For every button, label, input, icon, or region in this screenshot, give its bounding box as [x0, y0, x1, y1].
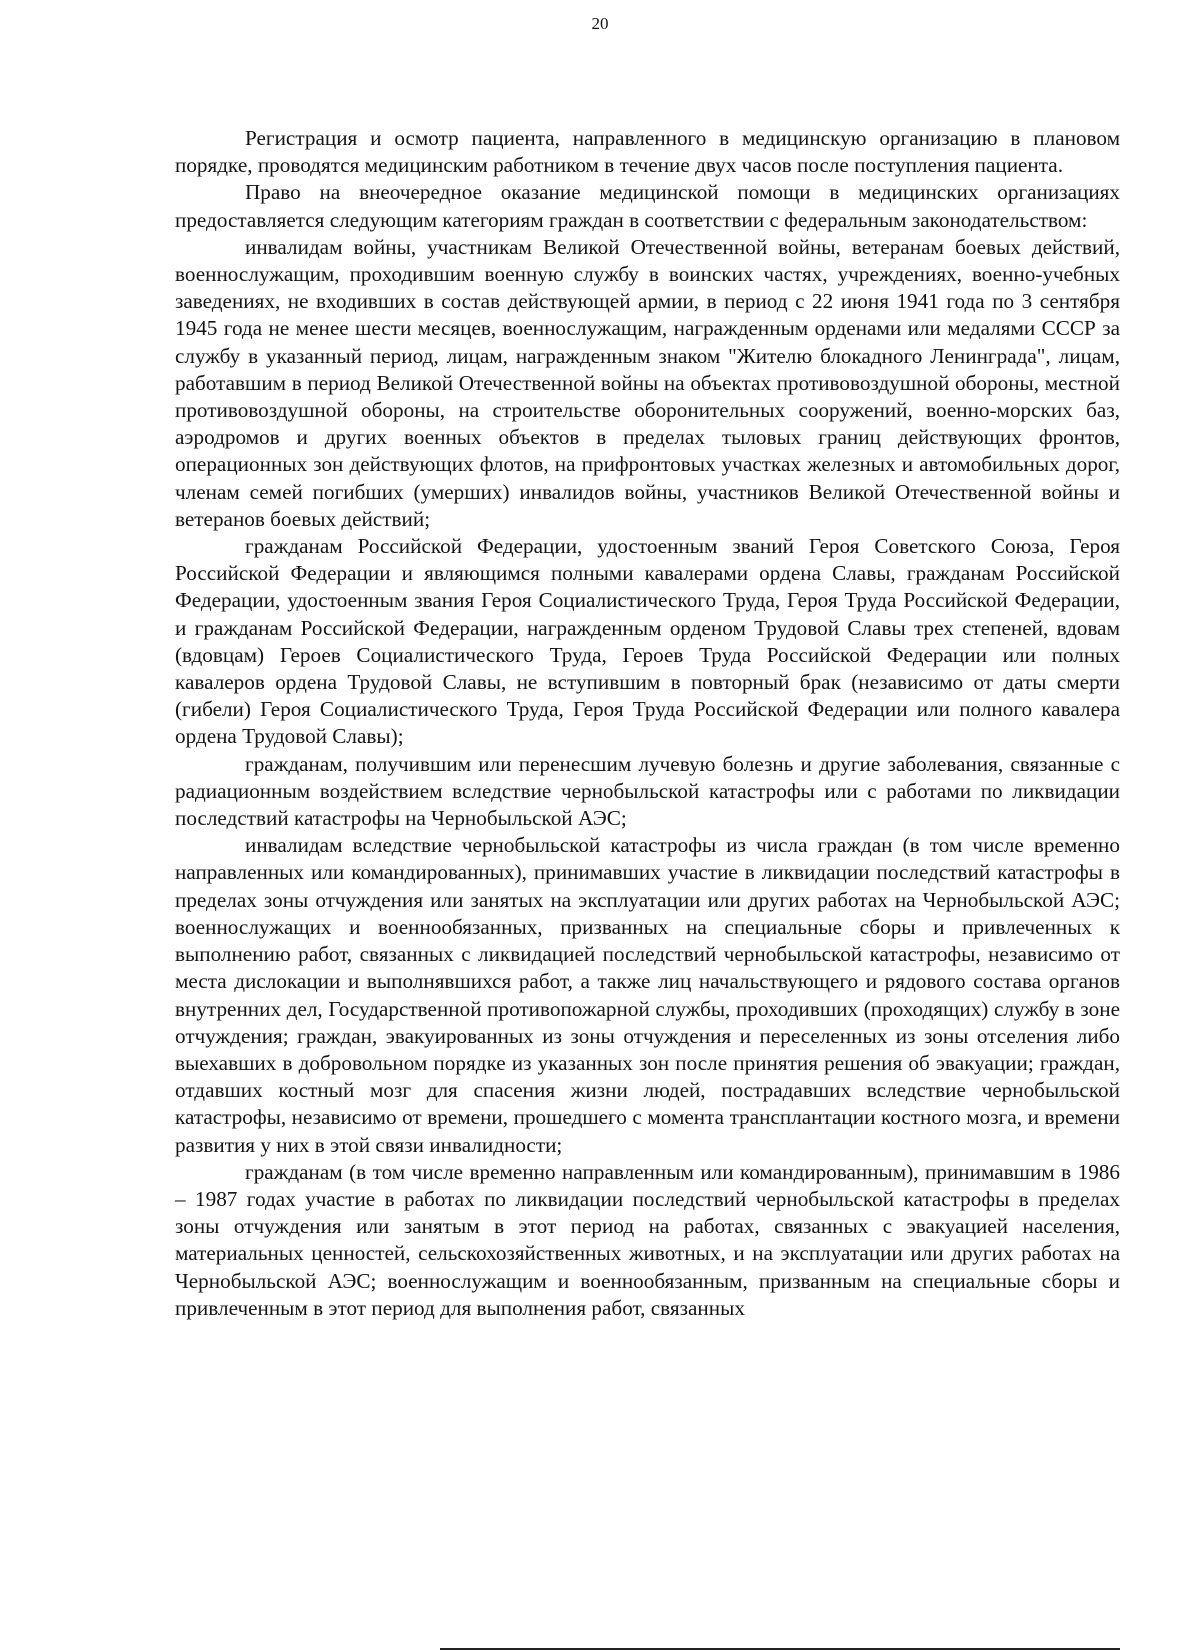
paragraph-radiation-illness: гражданам, получившим или перенесшим лучевую болезнь и другие заболевания, связанные с радиационным воздействием вследствие чернобыльской катастрофы или с работами по ликвидации последствий катастрофы на Чернобыльской АЭС;	[175, 751, 1120, 831]
paragraph-chernobyl-disabled: инвалидам вследствие чернобыльской катастрофы из числа граждан (в том числе временно направленных или командированных), принимавших участие в ликвидации последствий катастрофы в пределах зоны отчуждения или занятых на эксплуатации или других работах на Чернобыльской АЭС; военнослужащих и военнообязанных, призванных на специальные сборы и привлеченных к выполнению работ, связанных с ликвидацией последствий чернобыльской катастрофы, независимо от места дислокации и выполнявшихся работ, а также лиц начальствующего и рядового состава органов внутренних дел, Государственной противопожарной службы, проходивших (проходящих) службу в зоне отчуждения; граждан, эвакуированных из зоны отчуждения и переселенных из зоны отселения либо выехавших в добровольном порядке из указанных зон после принятия решения об эвакуации; граждан, отдавших костный мозг для спасения жизни людей, пострадавших вследствие чернобыльской катастрофы, независимо от времени, прошедшего с момента трансплантации костного мозга, и времени развития у них в этой связи инвалидности;	[175, 833, 1120, 1157]
page-number: 20	[591, 14, 609, 33]
paragraph-war-veterans: инвалидам войны, участникам Великой Отечественной войны, ветеранам боевых действий, военнослужащим, проходившим военную службу в воинских частях, учреждениях, военно-учебных заведениях, не входивших в состав действующей армии, в период с 22 июня 1941 года по 3 сентября 1945 года не менее шести месяцев, военнослужащим, награжденным орденами или медалями СССР за службу в указанный период, лицам, награжденным знаком "Жителю блокадного Ленинграда", лицам, работавшим в период Великой Отечественной войны на объектах противовоздушной обороны, местной противовоздушной обороны, на строительстве оборонительных сооружений, военно-морских баз, аэродромов и других военных объектов в пределах тыловых границ действующих фронтов, операционных зон действующих флотов, на прифронтовых участках железных и автомобильных дорог, членам семей погибших (умерших) инвалидов войны, участников Великой Отечественной войны и ветеранов боевых действий;	[175, 234, 1120, 531]
paragraph-chernobyl-liquidators: гражданам (в том числе временно направленным или командированным), принимавшим в 1986 – 1987 годах участие в работах по ликвидации последствий чернобыльской катастрофы в пределах зоны отчуждения или занятым в этот период на работах, связанных с эвакуацией населения, материальных ценностей, сельскохозяйственных животных, и на эксплуатации или других работах на Чернобыльской АЭС; военнослужащим и военнообязанным, призванным на специальные сборы и привлеченным в этот период для выполнения работ, связанных	[175, 1159, 1120, 1320]
document-body	[175, 125, 1120, 1322]
paragraph-priority-right: Право на внеочередное оказание медицинской помощи в медицинских организациях предоставляется следующим категориям граждан в соответствии с федеральным законодательством:	[175, 180, 1120, 232]
paragraph-registration: Регистрация и осмотр пациента, направленного в медицинскую организацию в плановом порядке, проводятся медицинским работником в течение двух часов после поступления пациента.	[175, 126, 1120, 178]
paragraph-heroes: гражданам Российской Федерации, удостоенным званий Героя Советского Союза, Героя Российской Федерации и являющимся полными кавалерами ордена Славы, гражданам Российской Федерации, удостоенным звания Героя Социалистического Труда, Героя Труда Российской Федерации, и гражданам Российской Федерации, награжденным орденом Трудовой Славы трех степеней, вдовам (вдовцам) Героев Социалистического Труда, Героев Труда Российской Федерации или полных кавалеров ордена Трудовой Славы, не вступившим в повторный брак (независимо от даты смерти (гибели) Героя Социалистического Труда, Героя Труда Российской Федерации или полного кавалера ордена Трудовой Славы);	[175, 534, 1120, 749]
